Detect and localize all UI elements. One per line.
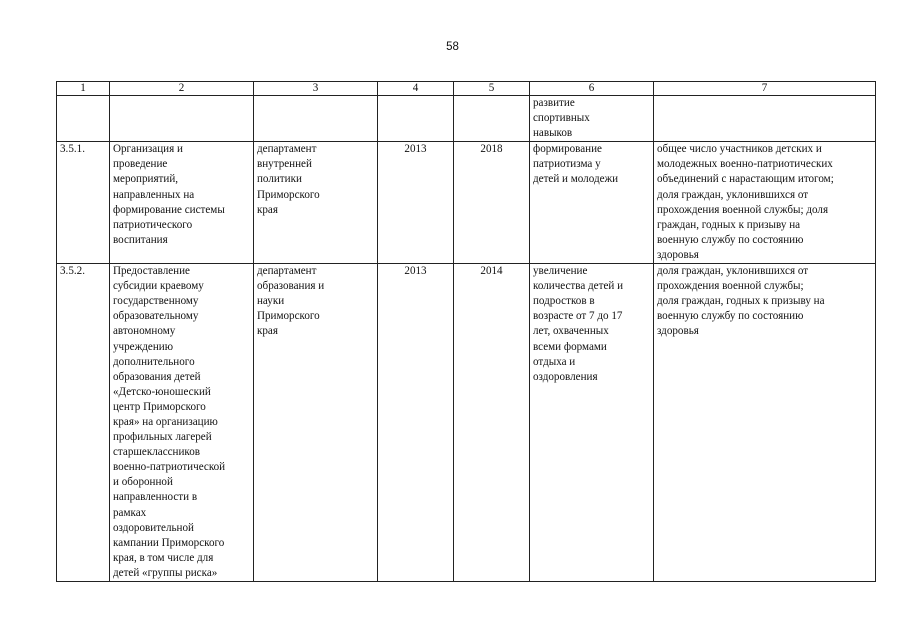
end-year-cell: 2014 [454,264,530,582]
indicators-cell [654,96,876,142]
result-cell: увеличение количества детей и подростков в возрасте от 7 до 17 лет, охваченных всеми формами отдыха и оздоровления [530,264,654,582]
executor-cell: департамент внутренней политики Приморского края [254,142,378,264]
row-number-cell: 3.5.1. [57,142,110,264]
end-year-cell: 2018 [454,142,530,264]
indicators-cell: доля граждан, уклонившихся от прохождения военной службы; доля граждан, годных к призыву на военную службу по состоянию здоровья [654,264,876,582]
header-cell: 7 [654,82,876,96]
start-year-cell: 2013 [378,142,454,264]
table-row [57,142,876,264]
header-cell: 2 [110,82,254,96]
activity-cell: Организация и проведение мероприятий, направленных на формирование системы патриотического воспитания [110,142,254,264]
header-cell: 3 [254,82,378,96]
table-header-row [57,82,876,96]
activity-cell [110,96,254,142]
page-number: 58 [446,41,459,53]
activity-cell: Предоставление субсидии краевому государственному образовательному автономному учреждению дополнительного образования детей «Детско-юношеский центр Приморского края» на организацию профильных лагерей старшеклассников военно-патриотической и оборонной направленности в рамках оздоровительной кампании Приморского края, в том числе для детей «группы риска» [110,264,254,582]
header-cell: 4 [378,82,454,96]
row-number-cell [57,96,110,142]
header-cell: 6 [530,82,654,96]
table-row [57,264,876,582]
start-year-cell: 2013 [378,264,454,582]
executor-cell [254,96,378,142]
table-row [57,96,876,142]
result-cell: развитие спортивных навыков [530,96,654,142]
result-cell: формирование патриотизма у детей и молодежи [530,142,654,264]
indicators-cell: общее число участников детских и молодежных военно-патриотических объединений с нарастающим итогом; доля граждан, уклонившихся от прохождения военной службы; доля граждан, годных к призыву на военную службу по состоянию здоровья [654,142,876,264]
executor-cell: департамент образования и науки Приморского края [254,264,378,582]
header-cell: 1 [57,82,110,96]
row-number-cell: 3.5.2. [57,264,110,582]
end-year-cell [454,96,530,142]
header-cell: 5 [454,82,530,96]
start-year-cell [378,96,454,142]
program-activities-table [56,81,876,582]
